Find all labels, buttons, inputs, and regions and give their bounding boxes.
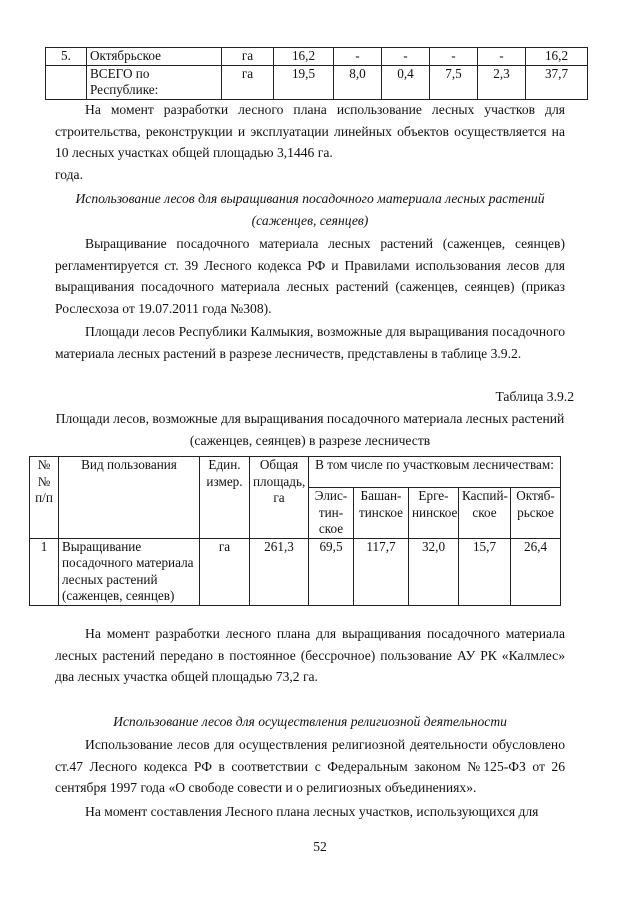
- religion-paragraph-2: На момент составления Лесного плана лесных участков, использующихся для: [85, 804, 539, 819]
- header-district: Октяб-рьское: [511, 488, 561, 539]
- page-number: 52: [313, 839, 327, 854]
- header-type: Вид пользования: [59, 457, 200, 539]
- planting-paragraph-1: Выращивание посадочного материала лесных растений (саженцев, сеянцев) регламентируется ст. 39 Лесного кодекса РФ и Правилами использования лесов для выращивания посадочного материала лесных растений (саженцев, сеянцев) (приказ Рослесхоза от 19.07.2011 года №308).: [55, 236, 565, 316]
- table-header-row: [30, 457, 561, 488]
- planting-areas-table: [29, 456, 561, 606]
- table-row: 5. Октябрьское га 16,2 - - - - 16,2: [46, 48, 588, 66]
- header-district: Элис-тин-ское: [309, 488, 354, 539]
- planting-paragraph-2: Площади лесов Республики Калмыкия, возможные для выращивания посадочного материала лесных растений в разрезе лесничеств, представлены в таблице 3.9.2.: [55, 324, 565, 361]
- planting-section-heading: Использование лесов для выращивания посадочного материала лесных растений (саженцев, сеянцев): [75, 191, 545, 228]
- header-area: Общая площадь, га: [250, 457, 309, 539]
- table-caption: Площади лесов, возможные для выращивания посадочного материала лесных растений (саженцев, сеянцев) в разрезе лесничеств: [55, 411, 565, 448]
- header-district: Ерге-нинское: [409, 488, 459, 539]
- table-label: Таблица 3.9.2: [495, 389, 574, 404]
- header-district: Каспий-ское: [459, 488, 511, 539]
- linear-objects-paragraph-tail: года.: [55, 167, 83, 182]
- header-unit: Един. измер.: [200, 457, 250, 539]
- header-district: Башан-тинское: [354, 488, 409, 539]
- table-row: 1 Выращивание посадочного материала лесных растений (саженцев, сеянцев) га 261,3 69,5 117,7 32,0 15,7 26,4: [30, 538, 561, 605]
- religion-section-heading: Использование лесов для осуществления религиозной деятельности: [113, 714, 507, 729]
- religion-paragraph-1: Использование лесов для осуществления религиозной деятельности обусловлено ст.47 Лесного кодекса РФ в соответствии с Федеральным законом №125-ФЗ от 26 сентября 1997 года «О свободе совести и о религиозных объединениях».: [55, 737, 565, 795]
- header-num: №№ п/п: [30, 457, 59, 539]
- linear-objects-paragraph: На момент разработки лесного плана использование лесных участков для строительства, реконструкции и эксплуатации линейных объектов осуществляется на 10 лесных участках общей площадью 3,1446 га.: [55, 102, 565, 160]
- header-group: В том числе по участковым лесничествам:: [309, 457, 561, 488]
- table-row: ВСЕГО по Республике: га 19,5 8,0 0,4 7,5 2,3 37,7: [46, 65, 588, 99]
- planting-after-paragraph: На момент разработки лесного плана для выращивания посадочного материала лесных растений передано в постоянное (бессрочное) пользование АУ РК «Калмлес» два лесных участка общей площадью 73,2 га.: [55, 626, 565, 684]
- forestry-summary-table: [45, 47, 588, 100]
